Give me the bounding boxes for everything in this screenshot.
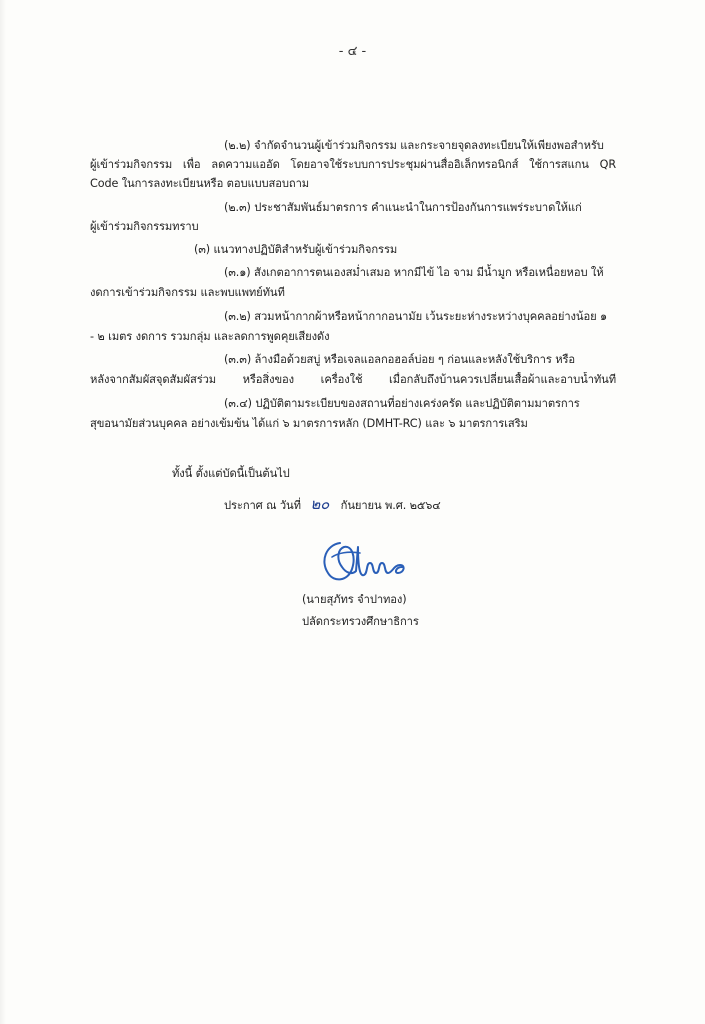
paragraph-2-3-line-2: ผู้เข้าร่วมกิจกรรมทราบ (90, 220, 199, 233)
paragraph-3-2-line-2: - ๒ เมตร งดการ รวมกลุ่ม และลดการพูดคุยเสียงดัง (90, 330, 330, 343)
scan-edge-shadow (0, 0, 6, 1024)
section-3-heading: (๓) แนวทางปฏิบัติสำหรับผู้เข้าร่วมกิจกรรม (194, 243, 398, 256)
announcement-month-year: กันยายน พ.ศ. ๒๕๖๔ (340, 499, 441, 512)
announcement-prefix: ประกาศ ณ วันที่ (224, 499, 301, 512)
announcement-date (224, 496, 441, 514)
paragraph-2-2-line-1: (๒.๒) จำกัดจำนวนผู้เข้าร่วมกิจกรรม และกระจายจุดลงทะเบียนให้เพียงพอสำหรับ (224, 139, 604, 152)
paragraph-2-2-line-2: ผู้เข้าร่วมกิจกรรม เพื่อ ลดความแออัด โดยอาจใช้ระบบการประชุมผ่านสื่ออิเล็กทรอนิกส์ ใช้การสแกน QR (90, 158, 616, 171)
paragraph-3-4-line-2: สุขอนามัยส่วนบุคคล อย่างเข้มข้น ได้แก่ ๖ มาตรการหลัก (DMHT-RC) และ ๖ มาตรการเสริม (90, 417, 528, 430)
paragraph-3-3-line-1: (๓.๓) ล้างมือด้วยสบู่ หรือเจลแอลกอฮอล์บ่อย ๆ ก่อนและหลังใช้บริการ หรือ (224, 353, 576, 366)
paragraph-3-1-line-1: (๓.๑) สังเกตอาการตนเองสม่ำเสมอ หากมีไข้ ไอ จาม มีน้ำมูก หรือเหนื่อยหอบ ให้ (224, 266, 604, 279)
paragraph-2-2-line-3: Code ในการลงทะเบียนหรือ ตอบแบบสอบถาม (90, 177, 310, 190)
signature-image (318, 537, 410, 589)
paragraph-3-4-line-1: (๓.๔) ปฏิบัติตามระเบียบของสถานที่อย่างเคร่งครัด และปฏิบัติตามมาตรการ (224, 397, 580, 410)
paragraph-2-3-line-1: (๒.๓) ประชาสัมพันธ์มาตรการ คำแนะนำในการป้องกันการแพร่ระบาดให้แก่ (224, 201, 582, 214)
paragraph-3-2-line-1: (๓.๒) สวมหน้ากากผ้าหรือหน้ากากอนามัย เว้นระยะห่างระหว่างบุคคลอย่างน้อย ๑ (224, 310, 607, 323)
signatory-name: (นายสุภัทร จำปาทอง) (302, 593, 407, 606)
handwritten-day: ๒๐ (310, 495, 330, 513)
signatory-title: ปลัดกระทรวงศึกษาธิการ (302, 615, 419, 628)
effective-statement: ทั้งนี้ ตั้งแต่บัดนี้เป็นต้นไป (172, 467, 290, 480)
paragraph-3-3-line-2: หลังจากสัมผัสจุดสัมผัสร่วม หรือสิ่งของ เครื่องใช้ เมื่อกลับถึงบ้านควรเปลี่ยนเสื้อผ้าและอาบน้ำทันที (90, 373, 616, 386)
paragraph-3-1-line-2: งดการเข้าร่วมกิจกรรม และพบแพทย์ทันที (90, 286, 285, 299)
page-number: - ๔ - (338, 44, 367, 59)
